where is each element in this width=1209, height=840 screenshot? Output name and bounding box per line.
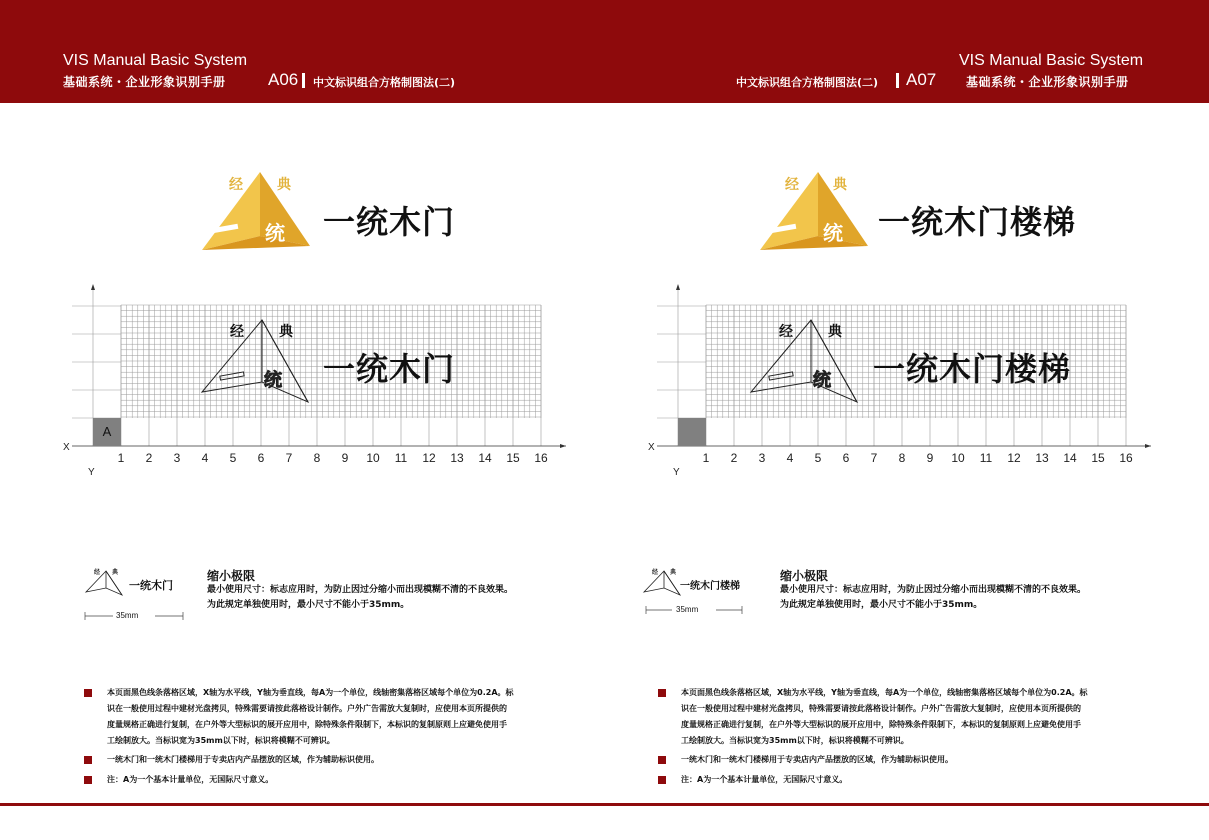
x-axis-tick-label: 5 [229, 451, 237, 465]
note1-line3-right: 度量规格正确进行复制，在户外等大型标识的展开应用中，除特殊条件限制下，本标识的复制原则上应避免使用手 [681, 720, 1081, 729]
note-bullet [84, 776, 92, 784]
header-separator-left [302, 73, 305, 88]
x-axis-label-right: X [648, 442, 655, 453]
x-axis-tick-label: 11 [394, 451, 408, 465]
svg-text:典: 典 [112, 569, 119, 576]
x-axis-tick-label: 4 [201, 451, 209, 465]
x-axis-tick-label: 14 [1063, 451, 1077, 465]
min-limit-line1: 最小使用尺寸：标志应用时，为防止因过分缩小而出现模糊不清的不良效果。 [207, 585, 514, 595]
pyramid-outline-icon [200, 318, 312, 403]
note3-right: 注：A为一个基本计量单位，无国际尺寸意义。 [681, 775, 848, 784]
logo-label-jing: 经 [229, 177, 243, 193]
grid-label-jing: 经 [230, 324, 244, 340]
x-axis-tick-label: 15 [506, 451, 520, 465]
x-axis-tick-label: 5 [814, 451, 822, 465]
grid-brand-name-right: 一统木门楼梯 [873, 350, 1072, 388]
note-bullet [658, 689, 666, 697]
x-axis-tick-label: 1 [117, 451, 125, 465]
min-limit-title: 缩小极限 [207, 569, 256, 583]
grid-brand-name: 一统木门 [323, 350, 456, 388]
svg-text:经: 经 [652, 569, 659, 576]
x-axis-tick-label: 4 [786, 451, 794, 465]
y-axis-label-right: Y [673, 467, 680, 478]
grid-label-dian-right: 典 [828, 324, 842, 340]
note-bullet [658, 756, 666, 764]
x-axis-tick-label: 11 [979, 451, 993, 465]
min-size-logo-icon [84, 568, 126, 596]
note1-line3: 度量规格正确进行复制，在户外等大型标识的展开应用中，除特殊条件限制下，本标识的复制原则上应避免使用手 [107, 720, 507, 729]
x-axis-tick-label: 3 [173, 451, 181, 465]
svg-text:统: 统 [813, 370, 831, 391]
note1-line2: 识在一般使用过程中建材光盘拷贝，特殊需要请按此落格设计制作。户外广告需放大复制时，应使用本页所提供的 [107, 704, 507, 713]
header-bar [0, 0, 1209, 103]
x-axis-tick-label: 3 [758, 451, 766, 465]
brand-name-large-right: 一统木门楼梯 [878, 203, 1077, 241]
x-axis-tick-label: 10 [951, 451, 965, 465]
y-axis-label: Y [88, 467, 95, 478]
note1-line1: 本页面黑色线条落格区域，X轴为水平线，Y轴为垂直线，每A为一个单位，线轴密集落格区域每个单位为0.2A。标 [107, 688, 514, 697]
page-code-left: A06 [268, 70, 299, 89]
min-limit-line2-right: 为此规定单独使用时，最小尺寸不能小于35mm。 [780, 600, 983, 610]
brand-name-large: 一统木门 [323, 203, 456, 241]
note3: 注：A为一个基本计量单位，无国际尺寸意义。 [107, 775, 274, 784]
x-axis-tick-label: 9 [341, 451, 349, 465]
grid-label-jing-right: 经 [779, 324, 793, 340]
svg-text:经: 经 [94, 569, 101, 576]
header-en-right: VIS Manual Basic System [959, 52, 1144, 69]
x-axis-tick-label: 16 [534, 451, 548, 465]
header-cn-right: 基础系统・企业形象识别手册 [966, 75, 1129, 89]
header-cn-left: 基础系统・企业形象识别手册 [63, 75, 226, 89]
page-code-right: A07 [906, 70, 937, 89]
pyramid-outline-icon [749, 318, 861, 403]
note2-right: 一统木门和一统木门楼梯用于专卖店内产品摆放的区域，作为辅助标识使用。 [681, 755, 953, 764]
x-axis-tick-label: 6 [257, 451, 265, 465]
x-axis-tick-label: 13 [1035, 451, 1049, 465]
x-axis-tick-label: 2 [145, 451, 153, 465]
x-axis-tick-label: 8 [898, 451, 906, 465]
note2: 一统木门和一统木门楼梯用于专卖店内产品摆放的区域，作为辅助标识使用。 [107, 755, 379, 764]
x-axis-tick-label: 2 [730, 451, 738, 465]
min-size-value-right: 35mm [676, 605, 699, 614]
svg-text:典: 典 [670, 569, 677, 576]
note1-line2-right: 识在一般使用过程中建材光盘拷贝，特殊需要请按此落格设计制作。户外广告需放大复制时，应使用本页所提供的 [681, 704, 1081, 713]
page-title-right: 中文标识组合方格制图法(二) [736, 76, 879, 89]
min-limit-title-right: 缩小极限 [780, 569, 829, 583]
x-axis-tick-label: 6 [842, 451, 850, 465]
min-size-brand: 一统木门 [129, 579, 173, 592]
x-axis-tick-label: 7 [285, 451, 293, 465]
x-axis-tick-label: 9 [926, 451, 934, 465]
x-axis-label: X [63, 442, 70, 453]
footer-rule [0, 803, 1209, 806]
page-title-left: 中文标识组合方格制图法(二) [313, 76, 456, 89]
min-limit-line2: 为此规定单独使用时，最小尺寸不能小于35mm。 [207, 600, 410, 610]
min-limit-line1-right: 最小使用尺寸：标志应用时，为防止因过分缩小而出现模糊不清的不良效果。 [780, 585, 1087, 595]
x-axis-tick-label: 15 [1091, 451, 1105, 465]
min-size-value: 35mm [116, 611, 139, 620]
note-bullet [84, 756, 92, 764]
outline-tri-text: 统 [264, 370, 282, 391]
x-axis-tick-label: 8 [313, 451, 321, 465]
x-axis-tick-label: 12 [1007, 451, 1021, 465]
grid-icon [60, 280, 580, 450]
x-axis-tick-label: 14 [478, 451, 492, 465]
header-separator-right [896, 73, 899, 88]
grid-unit-a: A [93, 418, 121, 446]
x-axis-tick-label: 10 [366, 451, 380, 465]
logo-label-dian-right: 典 [833, 177, 847, 193]
logo-tri-text: 统 [265, 221, 285, 245]
logo-label-jing-right: 经 [785, 177, 799, 193]
note-bullet [84, 689, 92, 697]
x-axis-tick-label: 16 [1119, 451, 1133, 465]
note1-line4-right: 工绘制放大。当标识宽为35mm以下时，标识将模糊不可辨识。 [681, 736, 909, 745]
grid-unit-a-right [678, 418, 706, 446]
pyramid-logo-icon [756, 170, 871, 252]
min-size-brand-right: 一统木门楼梯 [680, 581, 740, 592]
min-size-logo-icon [642, 568, 684, 596]
pyramid-logo-icon [198, 170, 313, 252]
note1-line1-right: 本页面黑色线条落格区域，X轴为水平线，Y轴为垂直线，每A为一个单位，线轴密集落格区域每个单位为0.2A。标 [681, 688, 1088, 697]
logo-label-dian: 典 [277, 177, 291, 193]
note1-line4: 工绘制放大。当标识宽为35mm以下时，标识将模糊不可辨识。 [107, 736, 335, 745]
svg-text:统: 统 [823, 221, 843, 245]
x-axis-tick-label: 7 [870, 451, 878, 465]
x-axis-tick-label: 12 [422, 451, 436, 465]
note-bullet [658, 776, 666, 784]
header-en-left: VIS Manual Basic System [63, 52, 248, 69]
grid-label-dian: 典 [279, 324, 293, 340]
x-axis-tick-label: 1 [702, 451, 710, 465]
x-axis-tick-label: 13 [450, 451, 464, 465]
